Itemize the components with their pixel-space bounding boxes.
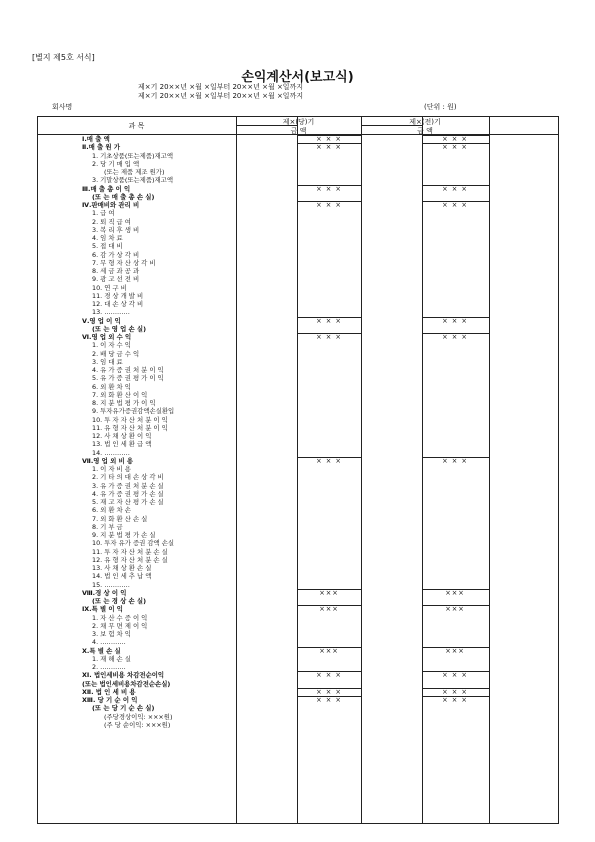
account-label: 8. 지 분 법 평 가 이 익 bbox=[92, 399, 156, 407]
subtotal-rule bbox=[297, 333, 361, 334]
account-label: 2. 기 타 의 대 손 상 각 비 bbox=[92, 473, 164, 482]
company-name-label: 회사명 bbox=[52, 103, 73, 111]
subtotal-rule bbox=[422, 605, 489, 606]
account-label: 6. 외 환 차 손 bbox=[92, 506, 131, 515]
prior-amount: × × × bbox=[442, 671, 468, 680]
account-label: (또 는 매 출 총 손 실) bbox=[92, 192, 155, 201]
subtotal-rule bbox=[422, 647, 489, 648]
account-label: 6. 외 환 차 익 bbox=[92, 382, 131, 391]
subtotal-rule bbox=[297, 671, 361, 672]
current-amount: × × × bbox=[316, 333, 342, 341]
account-label: 1. 자 산 수 증 이 익 bbox=[92, 613, 148, 622]
account-label: 13. 법 인 세 환 급 액 bbox=[92, 440, 152, 449]
account-label: ⅩⅢ. 당 기 순 이 익 bbox=[82, 696, 138, 704]
account-label: 4. 유 가 증 권 평 가 손 실 bbox=[92, 489, 164, 498]
account-label: 3. 복 리 후 생 비 bbox=[92, 225, 140, 234]
subtotal-rule bbox=[297, 185, 361, 186]
subtotal-rule bbox=[422, 333, 489, 334]
account-label: 7. 외 화 환 산 이 익 bbox=[92, 390, 148, 399]
statement-title: 손익계산서(보고식) bbox=[241, 70, 354, 85]
prior-term-header: 제×(전)기 bbox=[409, 118, 441, 126]
account-label: Ⅰ.매 출 액 bbox=[82, 135, 110, 143]
account-label: 10. 연 구 비 bbox=[92, 283, 127, 292]
account-label: 1. 이 자 비 용 bbox=[92, 465, 131, 473]
subtotal-rule bbox=[297, 688, 361, 689]
account-label: 11. 경 상 개 발 비 bbox=[92, 291, 144, 300]
prior-amount: × × × bbox=[442, 696, 468, 704]
account-label: 12. 유 형 자 산 처 분 손 실 bbox=[92, 555, 168, 564]
current-amount: ××× bbox=[319, 646, 339, 655]
account-label: 5. 유 가 증 권 평 가 이 익 bbox=[92, 374, 164, 383]
current-term-header: 제×(당)기 bbox=[282, 118, 315, 126]
account-label: 8. 기 부 금 bbox=[92, 522, 123, 531]
account-label: 4. 유 가 증 권 처 분 이 익 bbox=[92, 366, 164, 374]
account-label: 2. 배 당 금 수 익 bbox=[92, 349, 140, 358]
column-divider bbox=[236, 116, 237, 824]
period-current: 제×기 20××년 ×월 ×일부터 20××년 ×월 ×일까지 bbox=[138, 83, 304, 91]
account-label: Ⅴ.영 업 이 익 bbox=[82, 316, 121, 325]
account-label: 2. 채 무 면 제 이 익 bbox=[92, 621, 148, 630]
account-label: 4. ․․․․․․․․․․․․ bbox=[92, 638, 126, 647]
current-amount: × × × bbox=[316, 143, 342, 152]
account-label: 13. ․․․․․․․․․․․․ bbox=[92, 308, 130, 317]
account-label: Ⅱ.매 출 원 가 bbox=[82, 143, 121, 152]
current-amount-header: 금 액 bbox=[290, 127, 307, 135]
account-label: 3. 보 험 차 익 bbox=[92, 630, 131, 638]
column-divider bbox=[297, 116, 298, 824]
account-label: (주당경상이익: ×××원) bbox=[104, 712, 173, 721]
prior-amount-header: 금 액 bbox=[417, 127, 433, 135]
prior-amount: × × × bbox=[442, 184, 468, 193]
current-amount: ××× bbox=[319, 588, 339, 597]
prior-amount: ××× bbox=[445, 605, 465, 614]
account-label: 2. 퇴 직 급 여 bbox=[92, 217, 131, 226]
subtotal-rule bbox=[422, 457, 489, 458]
prior-amount: × × × bbox=[442, 333, 468, 341]
account-label: ⅩⅡ. 법 인 세 비 용 bbox=[82, 687, 136, 696]
account-label: Ⅷ.경 상 이 익 bbox=[82, 588, 127, 597]
account-label: 9. 지 분 법 평 가 손 실 bbox=[92, 531, 156, 539]
prior-amount: × × × bbox=[442, 143, 468, 152]
subtotal-rule bbox=[297, 317, 361, 318]
account-label: 3. 기말상품(또는제품)재고액 bbox=[92, 176, 174, 185]
subtotal-rule bbox=[422, 135, 489, 136]
account-label: (또는 법인세비용차감전순손실) bbox=[82, 679, 171, 688]
prior-amount: × × × bbox=[442, 135, 468, 143]
account-label: Ⅹ.특 별 손 실 bbox=[82, 646, 121, 655]
period-prior: 제×기 20××년 ×월 ×일부터 20××년 ×월 ×일까지 bbox=[138, 92, 304, 100]
account-label: 2. 당 기 매 입 액 bbox=[92, 159, 140, 168]
current-amount: × × × bbox=[316, 316, 342, 325]
subtotal-rule bbox=[422, 201, 489, 202]
account-label: 1. 급 여 bbox=[92, 209, 115, 218]
unit-label: (단위 : 원) bbox=[424, 103, 457, 111]
subtotal-rule bbox=[422, 688, 489, 689]
account-label: 2. ․․․․․․․․․․․․ bbox=[92, 663, 126, 671]
account-label: 6. 감 가 상 각 비 bbox=[92, 250, 140, 259]
current-amount: × × × bbox=[316, 135, 342, 143]
account-label: (또는 제품 제조 원가) bbox=[104, 168, 165, 176]
account-label: 5. 접 대 비 bbox=[92, 242, 123, 251]
account-label: Ⅳ.판매비와 관리 비 bbox=[82, 201, 140, 209]
current-amount: × × × bbox=[316, 696, 342, 704]
account-label: 9. 투자유가증권감액손실환입 bbox=[92, 407, 175, 416]
prior-amount: × × × bbox=[442, 316, 468, 325]
account-label: 11. 투 자 자 산 처 분 손 실 bbox=[92, 547, 168, 556]
column-divider bbox=[489, 116, 490, 824]
subtotal-rule bbox=[422, 143, 489, 144]
subtotal-rule bbox=[297, 696, 361, 697]
subtotal-rule bbox=[422, 696, 489, 697]
prior-amount: × × × bbox=[442, 201, 468, 209]
account-label: 1. 이 자 수 익 bbox=[92, 341, 131, 350]
subtotal-rule bbox=[422, 185, 489, 186]
prior-amount: ××× bbox=[445, 646, 465, 655]
current-amount: × × × bbox=[316, 671, 342, 680]
account-label: 4. 임 차 료 bbox=[92, 234, 123, 242]
subtotal-rule bbox=[297, 589, 361, 590]
account-label: 8. 세 금 과 공 과 bbox=[92, 267, 140, 275]
current-amount: × × × bbox=[316, 184, 342, 193]
current-amount: ××× bbox=[319, 605, 339, 614]
current-amount: × × × bbox=[316, 201, 342, 209]
current-amount: × × × bbox=[316, 456, 342, 465]
account-label: 12. 대 손 상 각 비 bbox=[92, 300, 144, 308]
subtotal-rule bbox=[297, 457, 361, 458]
account-label: 1. 기초상품(또는제품)재고액 bbox=[92, 151, 174, 160]
account-label: Ⅲ.매 출 총 이 익 bbox=[82, 184, 131, 193]
prior-amount: ××× bbox=[445, 588, 465, 597]
account-label: 10. 투 자 자 산 처 분 이 익 bbox=[92, 415, 168, 424]
account-label: 11. 유 형 자 산 처 분 이 익 bbox=[92, 423, 168, 432]
account-label: (또 는 영 업 손 실) bbox=[92, 324, 147, 333]
account-label: 10. 투자 유가 증권 감액 손실 bbox=[92, 539, 175, 548]
account-label: (주 당 순이익: ×××원) bbox=[104, 720, 171, 729]
account-header: 과 목 bbox=[128, 122, 145, 130]
account-label: 3. 임 대 료 bbox=[92, 357, 123, 366]
current-amount: × × × bbox=[316, 687, 342, 696]
account-label: Ⅸ.특 별 이 익 bbox=[82, 605, 123, 614]
account-label: 15. ․․․․․․․․․․․․ bbox=[92, 580, 130, 589]
subtotal-rule bbox=[422, 589, 489, 590]
prior-amount: × × × bbox=[442, 456, 468, 465]
column-divider bbox=[422, 116, 423, 824]
account-label: 9. 광 고 선 전 비 bbox=[92, 275, 140, 284]
account-label: 7. 무 형 자 산 상 각 비 bbox=[92, 258, 156, 267]
account-label: 5. 재 고 자 산 평 가 손 실 bbox=[92, 498, 164, 506]
account-label: (또 는 당 기 순 손 실) bbox=[92, 704, 155, 713]
account-label: 14. ․․․․․․․․․․․․ bbox=[92, 448, 130, 457]
account-label: 14. 법 인 세 추 납 액 bbox=[92, 572, 152, 581]
column-divider bbox=[361, 116, 362, 824]
account-label: 13. 사 채 상 환 손 실 bbox=[92, 564, 152, 572]
account-label: Ⅵ.영 업 외 수 익 bbox=[82, 333, 132, 341]
subtotal-rule bbox=[297, 135, 361, 136]
subtotal-rule bbox=[297, 647, 361, 648]
account-label: (또 는 경 상 손 실) bbox=[92, 597, 147, 605]
account-label: 3. 유 가 증 권 처 분 손 실 bbox=[92, 481, 164, 490]
subtotal-rule bbox=[422, 317, 489, 318]
account-label: ⅩⅠ. 법인세비용 차감전순이익 bbox=[82, 671, 165, 680]
form-number: [별지 제5호 서식] bbox=[32, 53, 95, 62]
subtotal-rule bbox=[297, 201, 361, 202]
subtotal-rule bbox=[297, 143, 361, 144]
subtotal-rule bbox=[422, 671, 489, 672]
account-label: 1. 재 해 손 실 bbox=[92, 654, 131, 663]
prior-amount: × × × bbox=[442, 687, 468, 696]
account-label: Ⅶ.영 업 외 비 용 bbox=[82, 456, 134, 465]
account-label: 12. 사 채 상 환 이 익 bbox=[92, 432, 152, 440]
subtotal-rule bbox=[297, 605, 361, 606]
account-label: 7. 외 화 환 산 손 실 bbox=[92, 514, 148, 523]
